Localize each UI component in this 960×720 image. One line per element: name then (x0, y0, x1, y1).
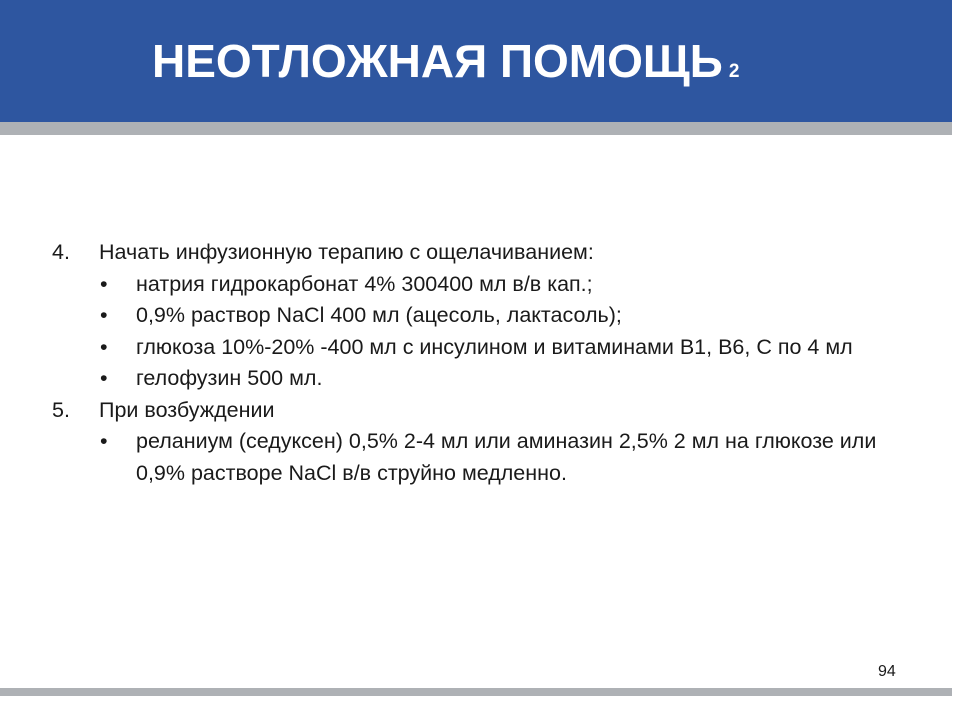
item-text: Начать инфузионную терапию с ощелачиванием: (99, 240, 594, 264)
bullet-text: глюкоза 10%-20% -400 мл с инсулином и витаминами В1, В6, С по 4 мл (136, 334, 853, 359)
bullet-text: реланиум (седуксен) 0,5% 2-4 мл или аминазин 2,5% 2 мл на глюкозе или 0,9% растворе NaCl в/в струйно медленно. (136, 429, 877, 485)
bullet-item (99, 426, 906, 489)
header-divider (0, 122, 952, 135)
bullet-list (99, 269, 912, 395)
bullet-marker: • (100, 429, 108, 453)
footer-divider (0, 688, 952, 696)
bullet-text: 0,9% раствор NaCl 400 мл (ацесоль, лактасоль); (136, 303, 622, 327)
bullet-marker: • (100, 303, 108, 327)
bullet-marker: • (100, 366, 108, 390)
page-number: 94 (878, 663, 896, 680)
bullet-marker: • (100, 334, 108, 359)
bullet-marker: • (100, 271, 108, 296)
slide-title-text: НЕОТЛОЖНАЯ ПОМОЩЬ (152, 35, 723, 87)
bullet-list (99, 426, 912, 489)
item-number: 5. (52, 397, 70, 422)
title-banner (0, 0, 952, 122)
slide-content (52, 237, 912, 489)
bullet-item (99, 300, 906, 332)
bullet-text: натрия гидрокарбонат 4% 300400 мл в/в кап.; (136, 271, 593, 296)
slide-title (152, 32, 739, 101)
bullet-item (99, 332, 906, 364)
bullet-item (99, 363, 906, 395)
item-text: При возбуждении (99, 397, 275, 422)
numbered-item-5 (52, 395, 912, 490)
bullet-item (99, 269, 906, 301)
slide-title-index: 2 (728, 61, 740, 82)
bullet-text: гелофузин 500 мл. (136, 366, 323, 390)
item-number: 4. (52, 240, 70, 264)
numbered-item-4 (52, 237, 912, 395)
